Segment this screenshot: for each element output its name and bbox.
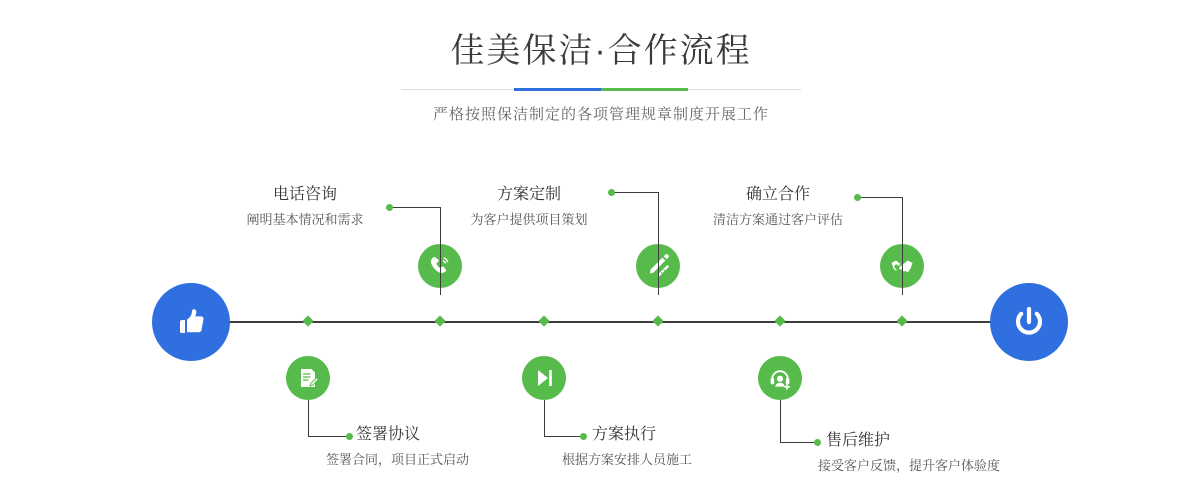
connector-vertical-2 xyxy=(308,400,309,436)
step-desc-3: 为客户提供项目策划 xyxy=(470,212,588,227)
connector-vertical-5 xyxy=(902,197,903,295)
step-icon-4 xyxy=(522,356,566,400)
step-icon-6 xyxy=(758,356,802,400)
connector-dot-6 xyxy=(814,439,821,446)
connector-vertical-4 xyxy=(544,400,545,436)
connector-horizontal-2 xyxy=(308,436,350,437)
document-edit-icon xyxy=(295,365,321,391)
connector-vertical-6 xyxy=(780,400,781,442)
step-title-2: 签署协议 xyxy=(356,426,421,443)
connector-vertical-1 xyxy=(440,207,441,295)
step-desc-1: 阐明基本情况和需求 xyxy=(246,212,364,227)
axis-marker-5 xyxy=(896,315,907,326)
step-title-1: 电话咨询 xyxy=(272,186,337,203)
flow-end-node xyxy=(990,283,1068,361)
connector-horizontal-4 xyxy=(544,436,584,437)
step-title-3: 方案定制 xyxy=(496,186,561,203)
step-label-4 xyxy=(562,424,792,470)
step-label-1 xyxy=(222,184,388,230)
axis-marker-6 xyxy=(774,315,785,326)
step-label-2 xyxy=(326,424,556,470)
step-desc-6: 接受客户反馈，提升客户体验度 xyxy=(818,458,1001,473)
axis-marker-1 xyxy=(434,315,445,326)
play-skip-icon xyxy=(531,365,557,391)
step-title-6: 售后维护 xyxy=(826,432,891,449)
step-desc-4: 根据方案安排人员施工 xyxy=(562,452,693,467)
connector-horizontal-3 xyxy=(612,192,658,193)
connector-dot-2 xyxy=(346,433,353,440)
step-desc-5: 清洁方案通过客户评估 xyxy=(712,212,843,227)
connector-dot-4 xyxy=(580,433,587,440)
connector-horizontal-6 xyxy=(780,442,818,443)
step-label-6 xyxy=(818,430,1066,476)
divider-green-segment xyxy=(601,88,688,91)
thumbs-up-icon xyxy=(171,302,211,342)
headset-support-icon xyxy=(767,365,793,391)
step-title-5: 确立合作 xyxy=(745,186,810,203)
process-flow xyxy=(0,150,1202,502)
step-title-4: 方案执行 xyxy=(592,426,657,443)
step-icon-2 xyxy=(286,356,330,400)
step-label-3 xyxy=(448,184,610,230)
step-desc-2: 签署合同，项目正式启动 xyxy=(326,452,470,467)
title-divider xyxy=(401,88,801,91)
step-label-5 xyxy=(700,184,856,230)
connector-vertical-3 xyxy=(658,192,659,295)
page-subtitle: 严格按照保洁制定的各项管理规章制度开展工作 xyxy=(432,106,769,123)
axis-marker-3 xyxy=(652,315,663,326)
axis-marker-2 xyxy=(302,315,313,326)
page-header xyxy=(0,28,1202,124)
connector-horizontal-1 xyxy=(390,207,440,208)
page-title: 佳美保洁·合作流程 xyxy=(450,32,752,70)
connector-horizontal-5 xyxy=(858,197,902,198)
divider-blue-segment xyxy=(514,88,601,91)
flow-start-node xyxy=(152,283,230,361)
axis-marker-4 xyxy=(538,315,549,326)
power-icon xyxy=(1009,302,1049,342)
